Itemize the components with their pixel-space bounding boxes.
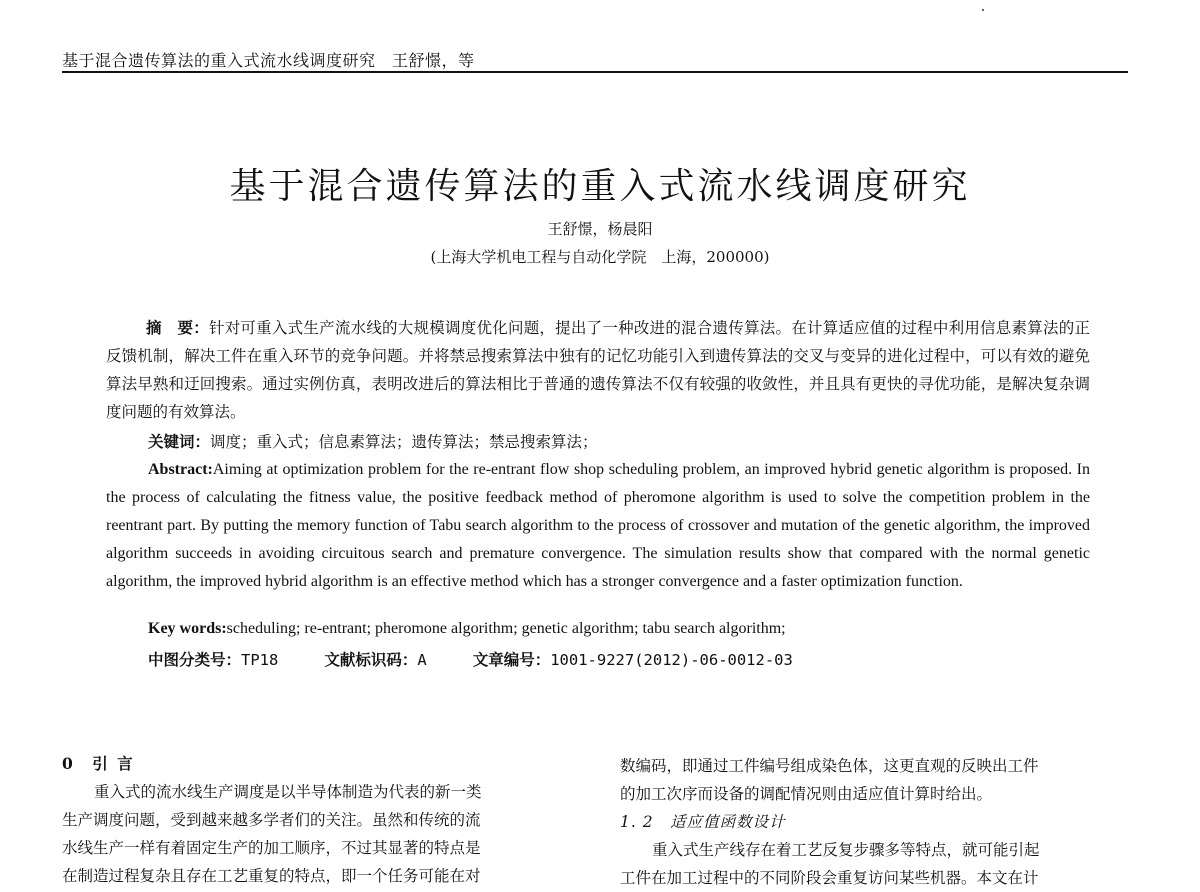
affiliation: (上海大学机电工程与自动化学院 上海，200000) <box>430 248 770 266</box>
left-column <box>62 752 582 890</box>
keywords-en <box>148 620 786 638</box>
abstract-en-text: Aiming at optimization problem for the re-entrant flow shop scheduling problem, an improved hybrid genetic algorithm is proposed. In the process of calculating the fitness value, the positive feedback method of pheromone algorithm is used to solve the competition problem in the reentrant part. By putting the memory function of Tabu search algorithm to the process of crossover and mutation of the genetic algorithm, the improved algorithm succeeds in avoiding circuitous search and premature convergence. The simulation results show that compared with the normal genetic algorithm, the improved hybrid algorithm is an effective method which has a stronger convergence and a faster optimization function. <box>106 461 1090 590</box>
intro-line: 在制造过程复杂且存在工艺重复的特点，即一个任务可能在对 <box>62 867 481 885</box>
classification-line <box>148 648 839 670</box>
abstract-en-label: Abstract: <box>148 461 213 478</box>
header-rule <box>62 71 1128 73</box>
continued-line: 数编码，即通过工件编号组成染色体，这更直观的反映出工件 <box>620 757 1039 775</box>
abstract-cn <box>106 314 1090 426</box>
article-number-field <box>473 648 793 670</box>
scan-speck <box>982 9 984 11</box>
intro-line: 生产调度问题，受到越来越多学者们的关注。虽然和传统的流 <box>62 811 481 829</box>
doc-code-label: 文献标识码： <box>324 650 418 669</box>
clc-label: 中图分类号： <box>148 650 242 669</box>
fitness-paragraph <box>620 836 1136 892</box>
running-head: 基于混合遗传算法的重入式流水线调度研究 王舒憬，等 <box>62 51 475 70</box>
doc-code-field <box>324 648 426 670</box>
doc-code-value: A <box>417 651 427 669</box>
keywords-en-label: Key words: <box>148 620 227 637</box>
abstract-cn-label: 摘 要： <box>146 318 209 337</box>
intro-line: 水线生产一样有着固定生产的加工顺序，不过其显著的特点是 <box>62 839 481 857</box>
clc-field <box>148 648 278 670</box>
section-heading-intro: 0 引 言 <box>62 754 135 773</box>
right-column <box>620 752 1136 892</box>
clc-value: TP18 <box>241 651 279 669</box>
paper-title: 基于混合遗传算法的重入式流水线调度研究 <box>229 166 971 208</box>
continued-paragraph <box>620 752 1136 808</box>
fitness-line: 工件在加工过程中的不同阶段会重复访问某些机器。本文在计 <box>620 869 1039 887</box>
abstract-en <box>106 456 1090 596</box>
fitness-line: 重入式生产线存在着工艺反复步骤多等特点，就可能引起 <box>652 841 1040 859</box>
authors: 王舒憬，杨晨阳 <box>547 220 653 238</box>
article-number-label: 文章编号： <box>472 650 551 669</box>
intro-line: 重入式的流水线生产调度是以半导体制造为代表的新一类 <box>94 783 482 801</box>
abstract-cn-text: 针对可重入式生产流水线的大规模调度优化问题，提出了一种改进的混合遗传算法。在计算适应值的过程中利用信息素算法的正反馈机制，解决工件在重入环节的竞争问题。并将禁忌搜索算法中独有的记忆功能引入到遗传算法的交叉与变异的进化过程中，可以有效的避免算法早熟和迂回搜索。通过实例仿真，表明改进后的算法相比于普通的遗传算法不仅有较强的收敛性，并且具有更快的寻优功能，是解决复杂调度问题的有效算法。 <box>106 319 1090 421</box>
article-number-value: 1001-9227(2012)-06-0012-03 <box>550 651 793 669</box>
subsection-heading-fitness: 1. 2 适应值函数设计 <box>620 813 786 831</box>
intro-paragraph <box>62 778 582 890</box>
keywords-cn-text: 调度；重入式；信息素算法；遗传算法；禁忌搜索算法； <box>210 433 598 451</box>
keywords-cn-label: 关键词： <box>148 432 211 451</box>
continued-line: 的加工次序而设备的调配情况则由适应值计算时给出。 <box>620 785 993 803</box>
keywords-en-text: scheduling; re-entrant; pheromone algorithm; genetic algorithm; tabu search algorithm; <box>226 620 786 637</box>
keywords-cn <box>148 430 598 452</box>
